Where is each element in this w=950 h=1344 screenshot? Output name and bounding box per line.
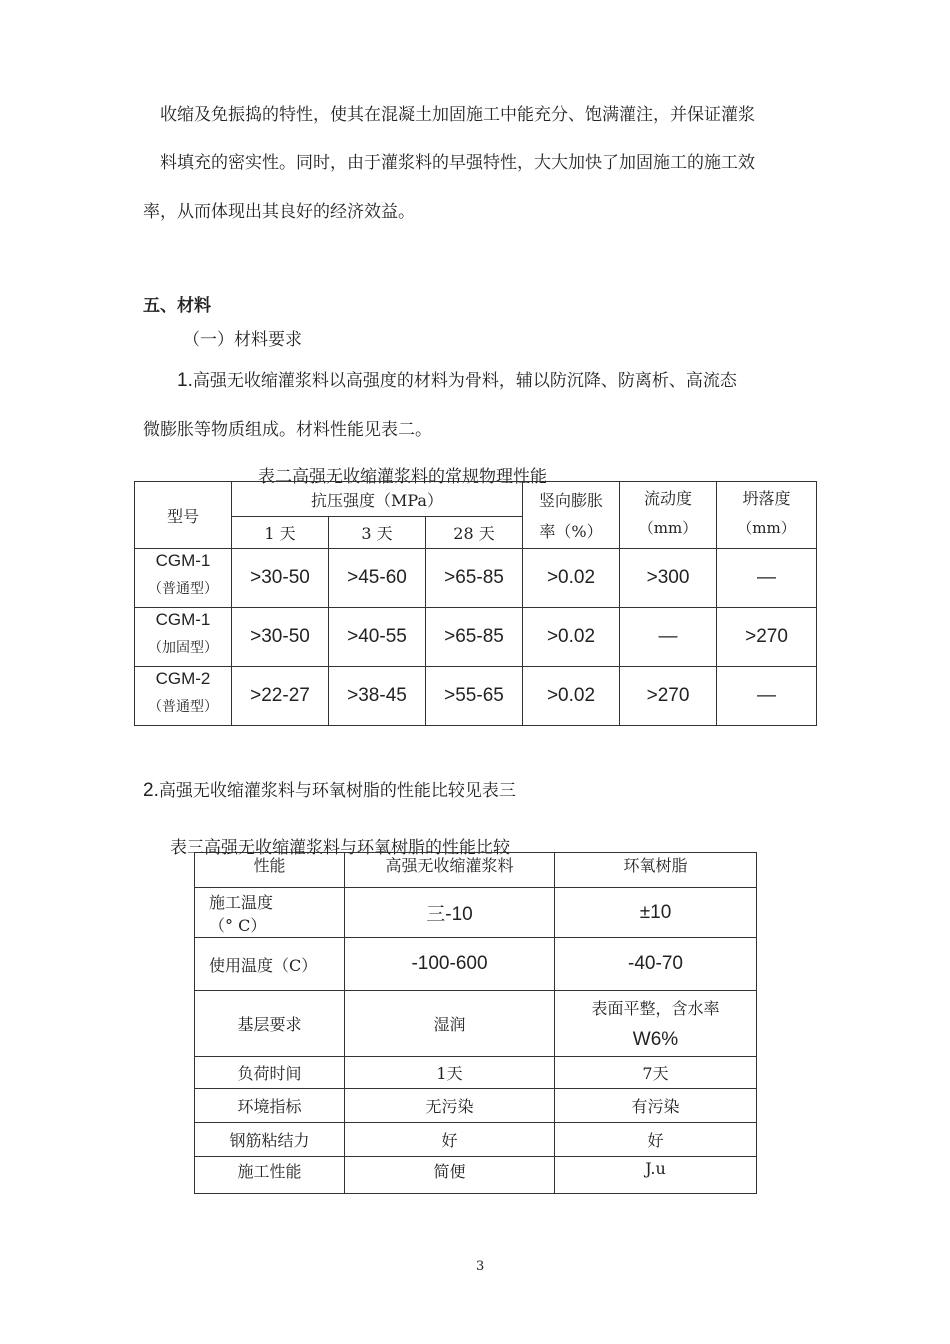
paragraph-line: 料填充的密实性。同时，由于灌浆料的早强特性，大大加快了加固施工的施工效 xyxy=(160,153,755,173)
cell-slump: — xyxy=(717,667,817,726)
table-row xyxy=(195,991,757,1057)
model-type: （加固型） xyxy=(148,640,218,656)
header-day1: 1 天 xyxy=(232,517,329,549)
table-row xyxy=(195,1157,757,1194)
cell-day28: >65-85 xyxy=(426,549,523,608)
header-slump-line2: （mm） xyxy=(737,519,796,537)
cell-grout: 无污染 xyxy=(345,1089,555,1123)
cell-property: 使用温度（C） xyxy=(195,938,345,991)
epoxy-line1: 表面平整，含水率 xyxy=(591,999,720,1018)
cell-flow: >300 xyxy=(620,549,717,608)
header-day28: 28 天 xyxy=(426,517,523,549)
table-3-caption: 表三高强无收缩灌浆料与环氧树脂的性能比较 xyxy=(170,838,510,858)
cell-expansion: >0.02 xyxy=(523,549,620,608)
table-row xyxy=(195,938,757,991)
table-row xyxy=(195,1057,757,1089)
model-type: （普通型） xyxy=(148,699,218,715)
cell-epoxy xyxy=(555,991,757,1057)
cell-grout: 1天 xyxy=(345,1057,555,1089)
cell-property: 基层要求 xyxy=(195,991,345,1057)
cell-day28: >65-85 xyxy=(426,608,523,667)
cell-model xyxy=(135,608,232,667)
cell-expansion: >0.02 xyxy=(523,667,620,726)
cell-epoxy: ±10 xyxy=(555,888,757,938)
cell-flow: >270 xyxy=(620,667,717,726)
cell-day1: >22-27 xyxy=(232,667,329,726)
model-code: CGM-1 xyxy=(155,610,211,629)
model-code: CGM-2 xyxy=(155,669,211,688)
table-row xyxy=(135,549,817,608)
cell-property xyxy=(195,888,345,938)
item-1-number: 1. xyxy=(177,370,193,391)
item-2-line xyxy=(143,776,516,802)
header-flow-line1: 流动度 xyxy=(643,489,692,508)
header-grout: 高强无收缩灌浆料 xyxy=(345,853,555,888)
cell-epoxy: -40-70 xyxy=(555,938,757,991)
header-model: 型号 xyxy=(135,482,232,549)
cell-grout: 湿润 xyxy=(345,991,555,1057)
item-2-text: 高强无收缩灌浆料与环氧树脂的性能比较见表三 xyxy=(158,781,516,801)
cell-grout: -100-600 xyxy=(345,938,555,991)
property-line2: （° C） xyxy=(209,915,267,935)
cell-epoxy: J.u xyxy=(555,1157,757,1194)
paragraph-line: 收缩及免振捣的特性，使其在混凝土加固施工中能充分、饱满灌注，并保证灌浆 xyxy=(160,105,755,125)
model-type: （普通型） xyxy=(148,581,218,597)
table-2-caption: 表二高强无收缩灌浆料的常规物理性能 xyxy=(258,467,547,487)
table-2 xyxy=(134,481,817,726)
cell-property: 钢筋粘结力 xyxy=(195,1123,345,1157)
cell-day3: >40-55 xyxy=(329,608,426,667)
item-2-number: 2. xyxy=(143,780,159,801)
header-expansion xyxy=(523,482,620,549)
paragraph-line: 率，从而体现出其良好的经济效益。 xyxy=(143,202,415,222)
table-row xyxy=(195,888,757,938)
item-1-text: 高强无收缩灌浆料以高强度的材料为骨料，辅以防沉降、防离析、高流态 xyxy=(192,371,737,391)
cell-model xyxy=(135,667,232,726)
cell-grout: 简便 xyxy=(345,1157,555,1194)
cell-property: 负荷时间 xyxy=(195,1057,345,1089)
page-number: 3 xyxy=(476,1259,485,1274)
subsection-heading: （一）材料要求 xyxy=(183,330,302,350)
table-3 xyxy=(194,852,757,1194)
header-property: 性能 xyxy=(195,853,345,888)
item-1-line1 xyxy=(177,366,737,392)
cell-model xyxy=(135,549,232,608)
cell-epoxy: 好 xyxy=(555,1123,757,1157)
header-epoxy: 环氧树脂 xyxy=(555,853,757,888)
header-flow xyxy=(620,482,717,549)
table-row xyxy=(135,667,817,726)
cell-slump: >270 xyxy=(717,608,817,667)
cell-flow: — xyxy=(620,608,717,667)
header-expansion-line2: 率（%） xyxy=(539,522,603,541)
table-row xyxy=(195,1123,757,1157)
table-row xyxy=(135,608,817,667)
header-expansion-line1: 竖向膨胀 xyxy=(538,491,603,510)
cell-epoxy: 7天 xyxy=(555,1057,757,1089)
header-slump-line1: 坍落度 xyxy=(742,489,791,508)
cell-day3: >45-60 xyxy=(329,549,426,608)
section-heading: 五、材料 xyxy=(143,296,211,316)
cell-day3: >38-45 xyxy=(329,667,426,726)
cell-property: 环境指标 xyxy=(195,1089,345,1123)
cell-property: 施工性能 xyxy=(195,1157,345,1194)
epoxy-line2: W6% xyxy=(632,1029,679,1050)
cell-day28: >55-65 xyxy=(426,667,523,726)
item-1-line2: 微膨胀等物质组成。材料性能见表二。 xyxy=(143,420,432,440)
cell-slump: — xyxy=(717,549,817,608)
cell-grout: 好 xyxy=(345,1123,555,1157)
header-day3: 3 天 xyxy=(329,517,426,549)
header-flow-line2: （mm） xyxy=(638,519,698,537)
cell-grout: 三-10 xyxy=(345,888,555,938)
cell-day1: >30-50 xyxy=(232,549,329,608)
model-code: CGM-1 xyxy=(155,551,211,570)
cell-epoxy: 有污染 xyxy=(555,1089,757,1123)
cell-expansion: >0.02 xyxy=(523,608,620,667)
cell-day1: >30-50 xyxy=(232,608,329,667)
header-strength: 抗压强度（MPa） xyxy=(232,482,523,517)
property-line1: 施工温度 xyxy=(209,892,274,912)
header-slump xyxy=(717,482,817,549)
table-row xyxy=(195,1089,757,1123)
